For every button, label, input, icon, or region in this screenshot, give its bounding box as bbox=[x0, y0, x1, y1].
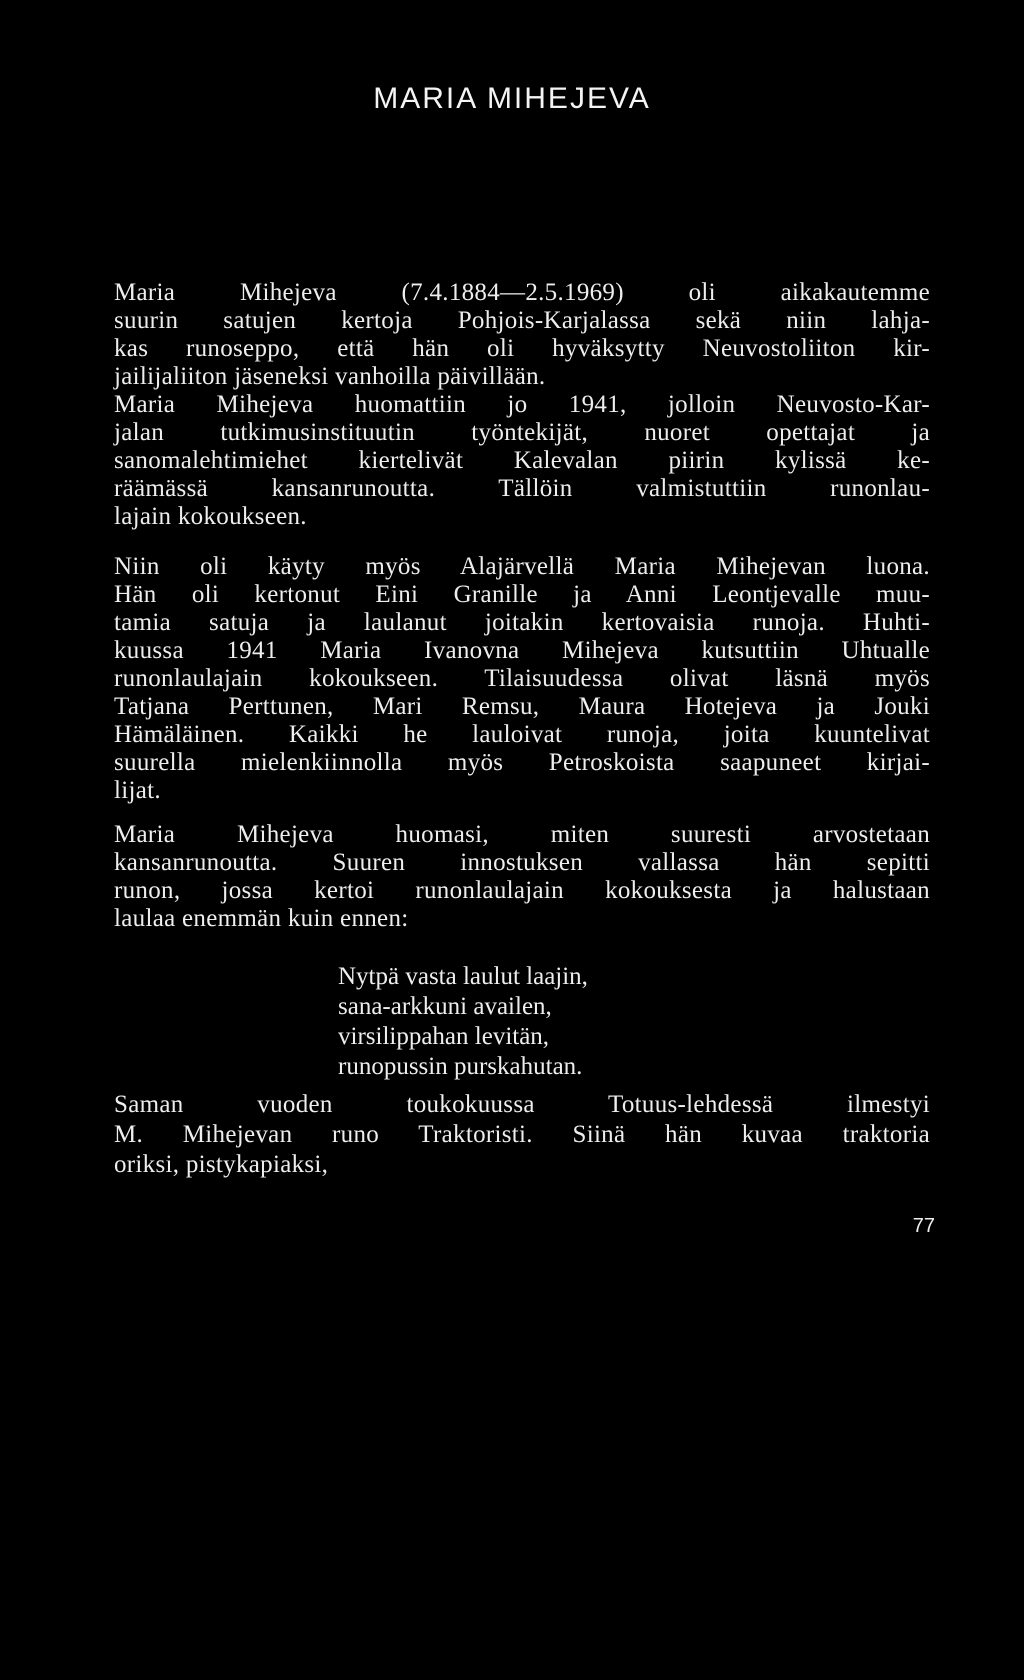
text-line: runon, jossa kertoi runonlaulajain kokouksesta ja halustaan bbox=[114, 877, 930, 904]
text-line: suurin satujen kertoja Pohjois-Karjalassa sekä niin lahja- bbox=[114, 307, 930, 334]
text-line: suurella mielenkiinnolla myös Petroskoista saapuneet kirjai- bbox=[114, 749, 930, 776]
text-line: Maria Mihejeva huomattiin jo 1941, jolloin Neuvosto-Kar- bbox=[114, 391, 930, 418]
text-line: räämässä kansanrunoutta. Tällöin valmistuttiin runonlau- bbox=[114, 475, 930, 502]
poem-line: Nytpä vasta laulut laajin, bbox=[338, 963, 588, 990]
text-line: Hän oli kertonut Eini Granille ja Anni Leontjevalle muu- bbox=[114, 581, 930, 608]
text-line: kuussa 1941 Maria Ivanovna Mihejeva kutsuttiin Uhtualle bbox=[114, 637, 930, 664]
text-line: kansanrunoutta. Suuren innostuksen vallassa hän sepitti bbox=[114, 849, 930, 876]
text-line: sanomalehtimiehet kiertelivät Kalevalan piirin kylissä ke- bbox=[114, 447, 930, 474]
text-line: Maria Mihejeva (7.4.1884—2.5.1969) oli aikakautemme bbox=[114, 279, 930, 306]
text-line: oriksi, pistykapiaksi, bbox=[114, 1151, 329, 1178]
text-line: jalan tutkimusinstituutin työntekijät, nuoret opettajat ja bbox=[114, 419, 930, 446]
text-line: jailijaliiton jäseneksi vanhoilla päivillään. bbox=[114, 363, 546, 390]
text-line: Saman vuoden toukokuussa Totuus-lehdessä ilmestyi bbox=[114, 1091, 930, 1118]
text-line: runonlaulajain kokoukseen. Tilaisuudessa olivat läsnä myös bbox=[114, 665, 930, 692]
text-line: lijat. bbox=[114, 777, 161, 804]
poem-line: runopussin purskahutan. bbox=[338, 1053, 583, 1080]
text-line: Hämäläinen. Kaikki he lauloivat runoja, joita kuuntelivat bbox=[114, 721, 930, 748]
text-line: Maria Mihejeva huomasi, miten suuresti arvostetaan bbox=[114, 821, 930, 848]
text-line: Tatjana Perttunen, Mari Remsu, Maura Hotejeva ja Jouki bbox=[114, 693, 930, 720]
text-line: Niin oli käyty myös Alajärvellä Maria Mihejevan luona. bbox=[114, 553, 930, 580]
page-number: 77 bbox=[912, 1215, 935, 1237]
page-title: MARIA MIHEJEVA bbox=[373, 82, 651, 115]
text-line: laulaa enemmän kuin ennen: bbox=[114, 905, 409, 932]
text-line: kas runoseppo, että hän oli hyväksytty Neuvostoliiton kir- bbox=[114, 335, 930, 362]
poem-line: virsilippahan levitän, bbox=[338, 1023, 550, 1050]
poem-line: sana-arkkuni availen, bbox=[338, 993, 552, 1020]
text-line: M. Mihejevan runo Traktoristi. Siinä hän kuvaa traktoria bbox=[114, 1121, 930, 1148]
text-line: lajain kokoukseen. bbox=[114, 503, 307, 530]
text-line: tamia satuja ja laulanut joitakin kertovaisia runoja. Huhti- bbox=[114, 609, 930, 636]
